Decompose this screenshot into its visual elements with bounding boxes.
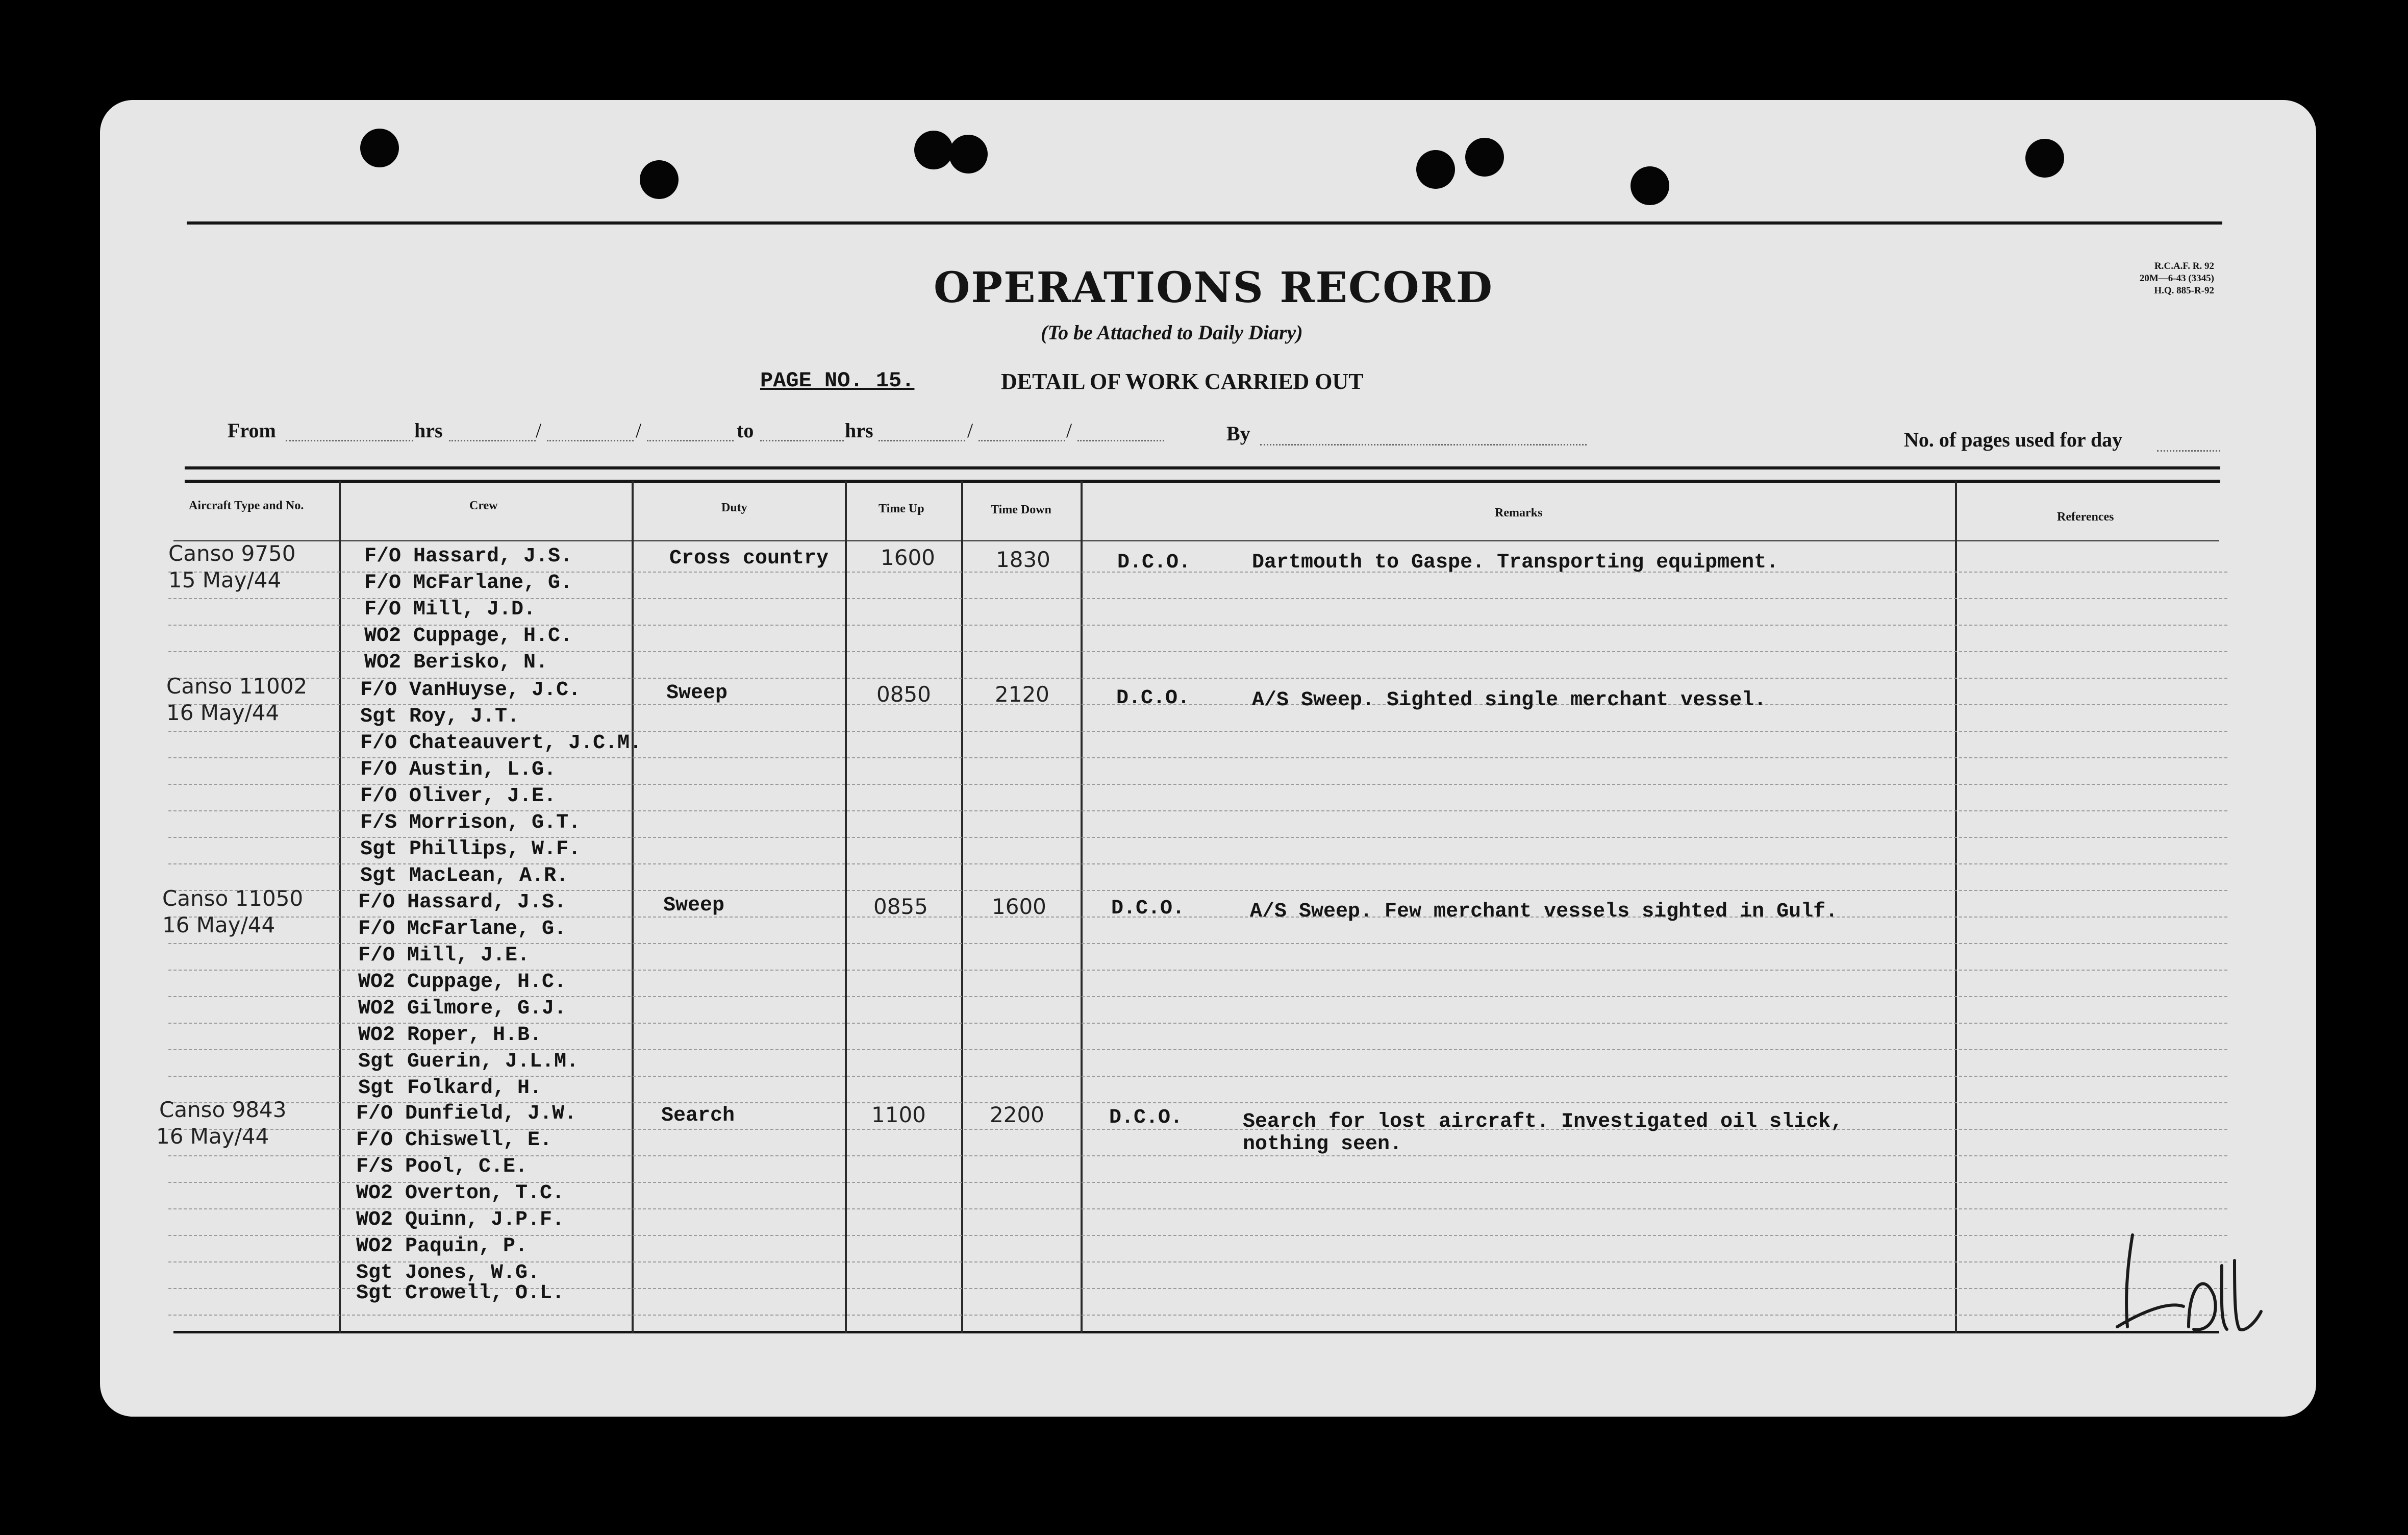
time-down: 1600: [992, 894, 1046, 919]
hrs-label: hrs: [414, 419, 443, 442]
slash: /: [967, 419, 973, 442]
remarks: Search for lost aircraft. Investigated oil slick,: [1243, 1110, 1843, 1133]
month-blank: [1077, 440, 1164, 441]
entry-date: 16 May/44: [156, 1124, 269, 1149]
duty: Sweep: [663, 894, 725, 917]
authority: D.C.O.: [1116, 687, 1190, 710]
page-number: PAGE NO. 15.: [760, 368, 915, 393]
crew-member: F/O Mill, J.E.: [358, 944, 530, 967]
crew-member: F/O VanHuyse, J.C.: [360, 679, 581, 702]
ruled-line: [168, 1315, 2227, 1316]
column-header-references: References: [2057, 510, 2114, 524]
form-code-line: H.Q. 885-R-92: [2154, 285, 2214, 296]
day-blank: [979, 440, 1065, 441]
remarks: A/S Sweep. Few merchant vessels sighted in Gulf.: [1250, 900, 1838, 923]
crew-member: F/S Pool, C.E.: [356, 1155, 528, 1178]
punch-hole: [914, 131, 953, 169]
remarks: nothing seen.: [1243, 1133, 1402, 1156]
crew-member: WO2 Gilmore, G.J.: [358, 997, 567, 1020]
column-divider: [339, 481, 341, 1333]
column-divider: [632, 481, 634, 1333]
duty: Cross country: [669, 547, 829, 570]
column-header-aircraft: Aircraft Type and No.: [189, 499, 304, 512]
crew-member: Sgt MacLean, A.R.: [360, 864, 569, 887]
punch-hole: [360, 129, 399, 167]
pages-used-label: No. of pages used for day: [1904, 428, 2123, 451]
page-title: OPERATIONS RECORD: [934, 263, 1493, 312]
table-top-rule: [185, 466, 2220, 469]
pages-used-blank: [2157, 450, 2220, 452]
punch-hole: [949, 135, 988, 174]
crew-member: WO2 Overton, T.C.: [356, 1182, 565, 1205]
time-up: 1100: [871, 1102, 926, 1127]
to-label: to: [737, 419, 754, 442]
header-bottom-rule: [173, 540, 2219, 541]
punch-hole: [1631, 166, 1669, 205]
aircraft-type: Canso 9843: [159, 1097, 287, 1122]
crew-member: F/O McFarlane, G.: [358, 918, 567, 940]
slash: /: [636, 419, 642, 442]
crew-member: WO2 Roper, H.B.: [358, 1024, 542, 1047]
punch-hole: [1416, 150, 1455, 189]
column-header-time-down: Time Down: [991, 503, 1051, 516]
top-rule: [187, 221, 2222, 225]
signature-initials: [2112, 1225, 2265, 1357]
column-divider: [1955, 481, 1957, 1333]
entry-date: 16 May/44: [166, 700, 280, 725]
crew-member: F/S Morrison, G.T.: [360, 811, 581, 834]
column-divider: [1081, 481, 1083, 1333]
time-down: 1830: [996, 547, 1050, 572]
duty: Sweep: [666, 682, 728, 705]
time-down: 2200: [990, 1102, 1044, 1127]
hrs-blank: [449, 440, 536, 441]
crew-member: Sgt Folkard, H.: [358, 1077, 542, 1100]
table-top-rule: [185, 480, 2220, 483]
crew-member: F/O Oliver, J.E.: [360, 785, 557, 808]
crew-member: F/O Hassard, J.S.: [364, 545, 573, 568]
form-code-line: R.C.A.F. R. 92: [2154, 261, 2214, 271]
punch-hole: [640, 160, 679, 199]
crew-member: WO2 Cuppage, H.C.: [358, 971, 567, 994]
hrs-blank: [879, 440, 965, 441]
remarks: A/S Sweep. Sighted single merchant vessel.: [1252, 689, 1767, 712]
crew-member: Sgt Guerin, J.L.M.: [358, 1050, 579, 1073]
table-bottom-rule: [173, 1331, 2219, 1333]
crew-member: F/O Chateauvert, J.C.M.: [360, 732, 642, 755]
authority: D.C.O.: [1111, 897, 1185, 920]
crew-member: F/O Dunfield, J.W.: [356, 1102, 577, 1125]
authority: D.C.O.: [1117, 551, 1191, 574]
crew-member: Sgt Jones, W.G.: [356, 1261, 540, 1284]
duty: Search: [661, 1104, 735, 1127]
entry-date: 15 May/44: [168, 567, 282, 592]
form-code-line: 20M—6-43 (3345): [2139, 273, 2214, 284]
crew-member: F/O Mill, J.D.: [364, 598, 536, 621]
time-up: 0855: [873, 894, 928, 919]
crew-member: F/O Chiswell, E.: [356, 1129, 553, 1152]
by-blank: [1260, 444, 1587, 445]
crew-member: Sgt Phillips, W.F.: [360, 838, 581, 861]
crew-member: WO2 Berisko, N.: [364, 651, 548, 674]
column-header-crew: Crew: [469, 499, 498, 512]
authority: D.C.O.: [1109, 1106, 1183, 1129]
to-blank: [760, 440, 844, 441]
slash: /: [536, 419, 542, 442]
time-up: 0850: [876, 682, 931, 707]
time-up: 1600: [881, 545, 935, 570]
aircraft-type: Canso 11002: [166, 674, 308, 699]
column-divider: [961, 481, 963, 1333]
time-down: 2120: [995, 682, 1049, 707]
column-header-duty: Duty: [721, 501, 747, 514]
month-blank: [647, 440, 734, 441]
slash: /: [1066, 419, 1072, 442]
aircraft-type: Canso 9750: [168, 541, 296, 566]
crew-member: Sgt Crowell, O.L.: [356, 1282, 565, 1305]
crew-member: F/O Austin, L.G.: [360, 758, 557, 781]
punch-hole: [2025, 139, 2064, 178]
entry-date: 16 May/44: [162, 912, 275, 937]
page-subtitle: (To be Attached to Daily Diary): [1041, 321, 1303, 344]
from-label: From: [228, 419, 276, 442]
crew-member: WO2 Paquin, P.: [356, 1235, 528, 1258]
crew-member: Sgt Roy, J.T.: [360, 705, 520, 728]
day-blank: [547, 440, 634, 441]
column-header-time-up: Time Up: [879, 502, 924, 515]
hrs-label: hrs: [845, 419, 873, 442]
from-blank: [286, 440, 413, 441]
crew-member: F/O McFarlane, G.: [364, 572, 573, 595]
by-label: By: [1226, 422, 1250, 445]
punch-hole: [1465, 138, 1504, 177]
aircraft-type: Canso 11050: [162, 886, 304, 911]
column-header-remarks: Remarks: [1495, 506, 1543, 519]
crew-member: WO2 Cuppage, H.C.: [364, 625, 573, 648]
crew-member: WO2 Quinn, J.P.F.: [356, 1208, 565, 1231]
section-title: DETAIL OF WORK CARRIED OUT: [1001, 369, 1364, 394]
column-divider: [845, 481, 847, 1333]
crew-member: F/O Hassard, J.S.: [358, 891, 567, 914]
form-code: [2051, 260, 2214, 297]
remarks: Dartmouth to Gaspe. Transporting equipment.: [1252, 551, 1779, 574]
